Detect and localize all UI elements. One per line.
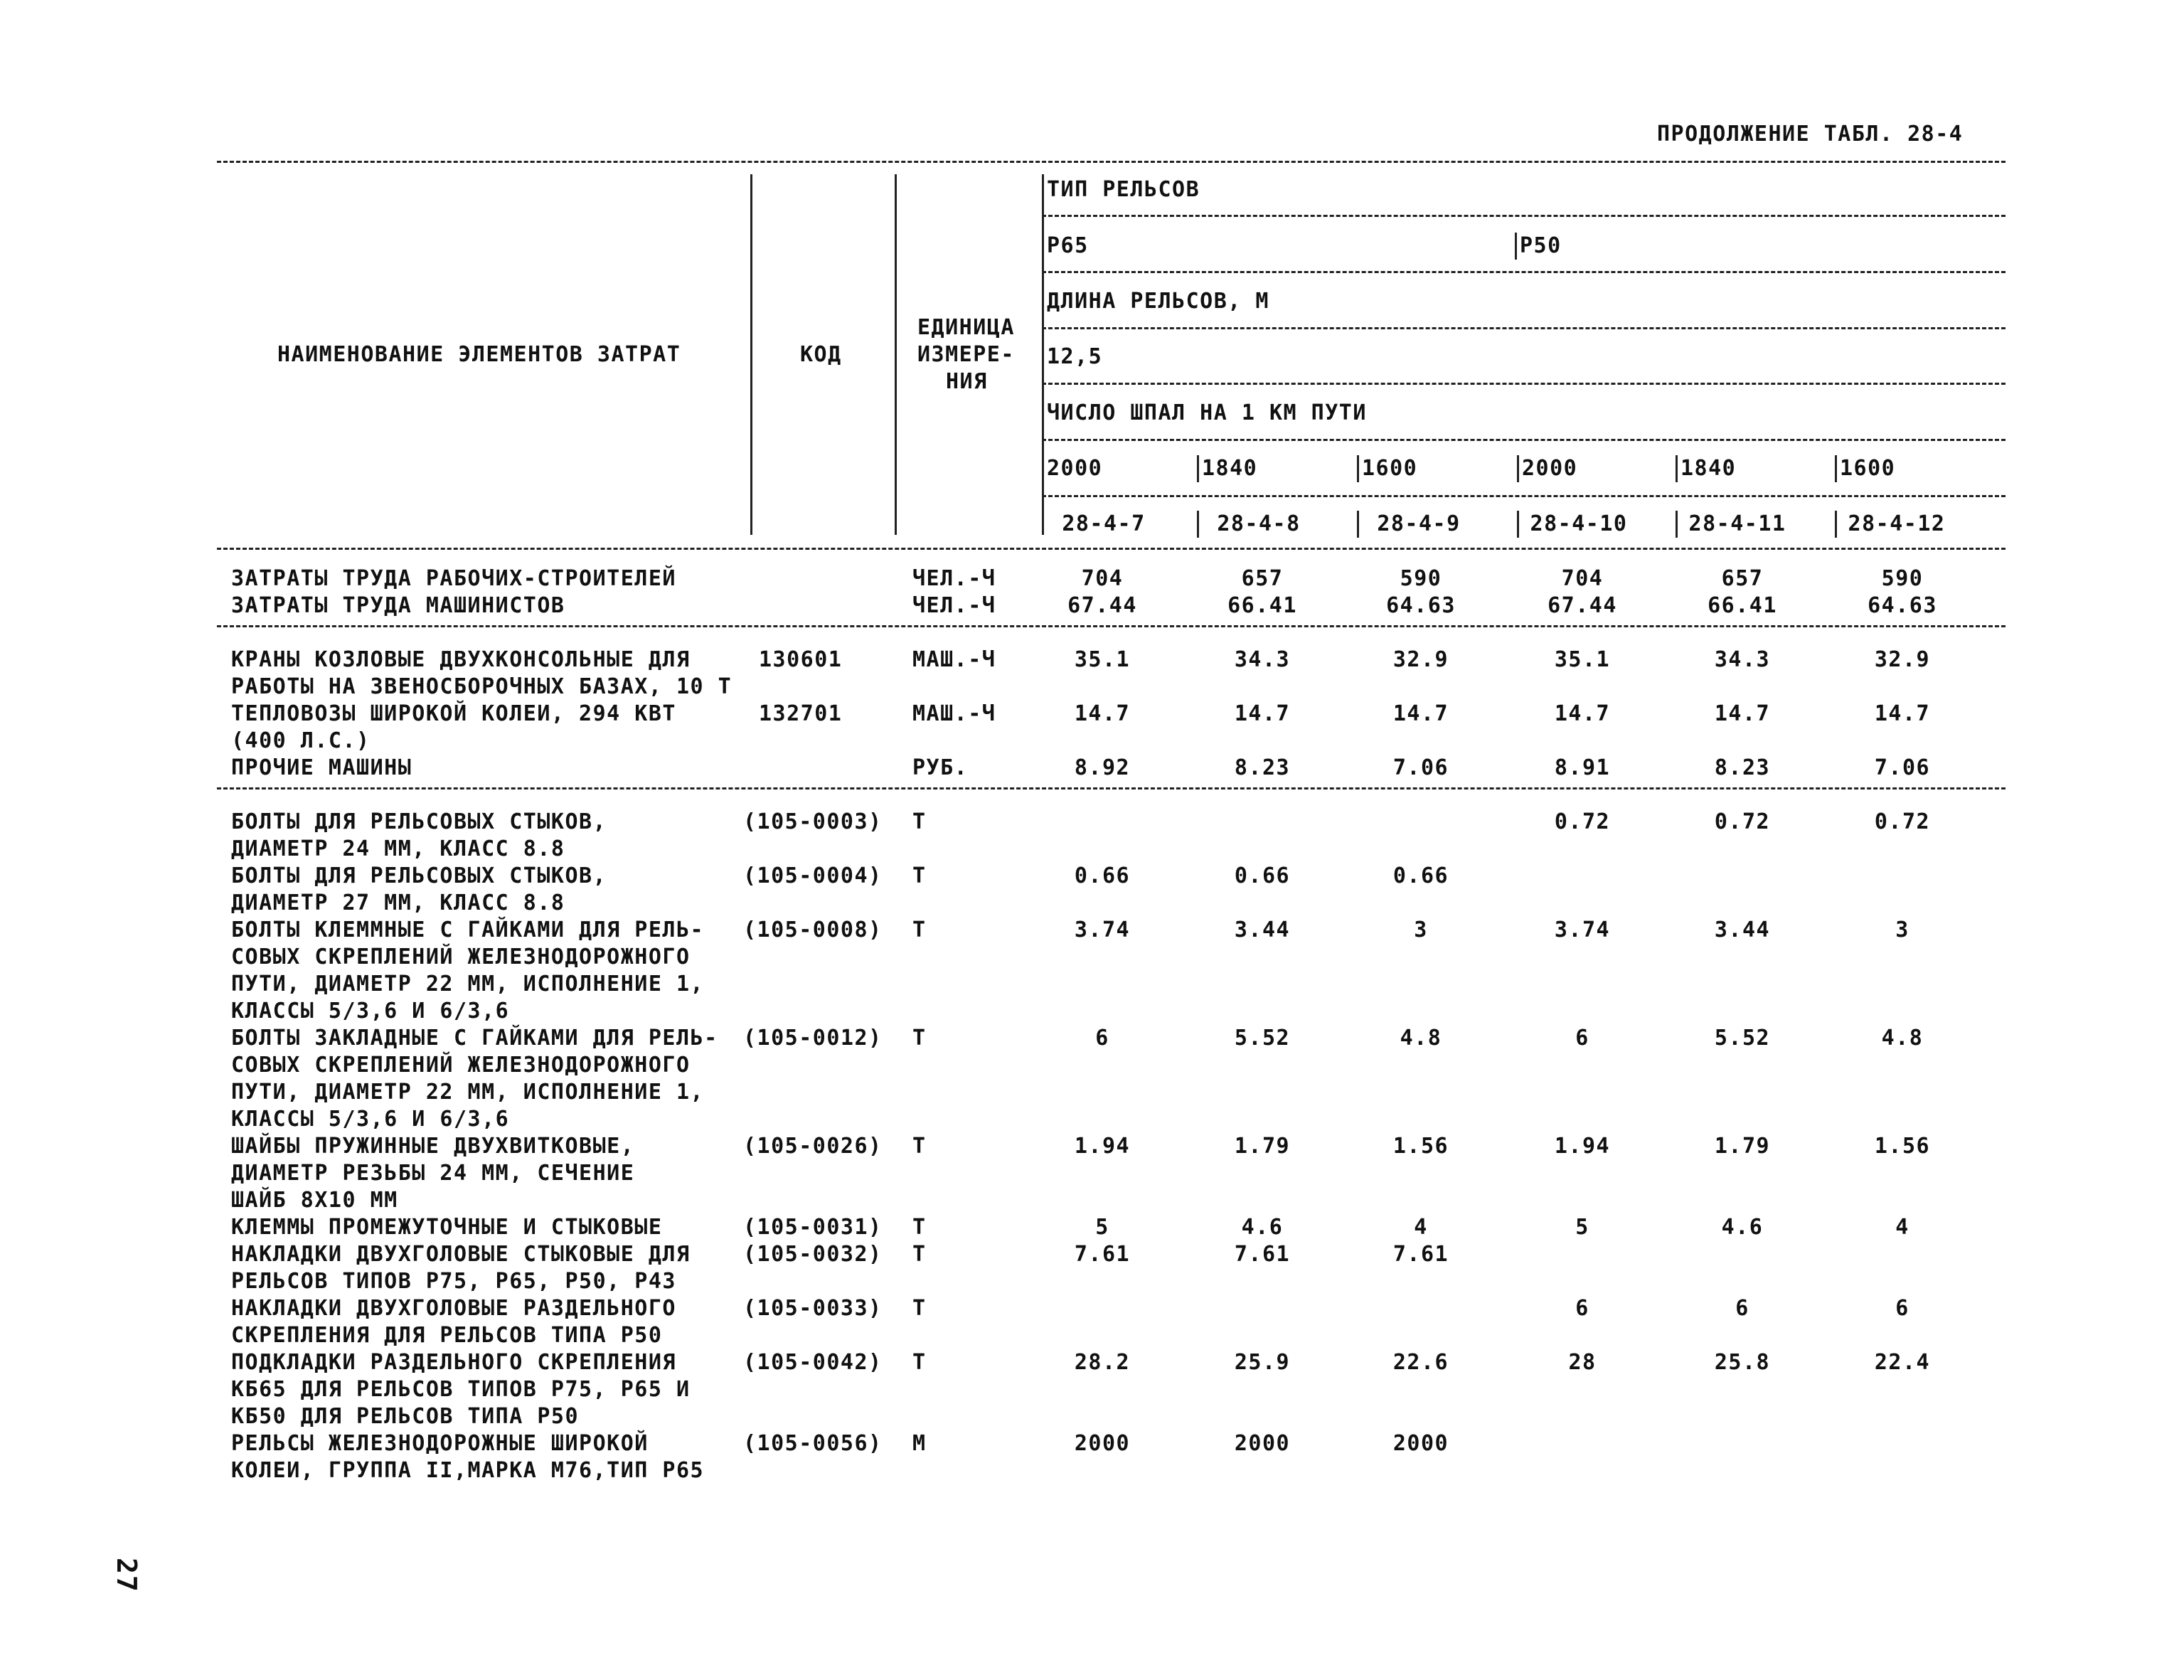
row-unit: Т (912, 809, 927, 834)
row-code: (105-0042) (743, 1350, 883, 1375)
row-value: 6 (1895, 1296, 1909, 1321)
header-rule-code (895, 174, 897, 535)
row-value: 1.56 (1392, 1134, 1449, 1159)
row-unit: Т (912, 1134, 927, 1159)
row-code: (105-0026) (743, 1134, 883, 1159)
header-rule-sleepers (1197, 455, 1199, 482)
row-value: 34.3 (1234, 647, 1291, 672)
row-code: 132701 (759, 701, 843, 726)
row-value: 1.79 (1234, 1134, 1291, 1159)
row-name: ДИАМЕТР РЕЗЬБЫ 24 ММ, СЕЧЕНИЕ (231, 1161, 635, 1186)
header-code: КОД (800, 342, 842, 367)
row-value: 4.6 (1721, 1215, 1764, 1240)
row-name: КБ65 ДЛЯ РЕЛЬСОВ ТИПОВ Р75, Р65 И (231, 1377, 691, 1402)
dashed-rule (1042, 495, 2005, 497)
row-name: КОЛЕИ, ГРУППА II,МАРКА М76,ТИП Р65 (231, 1458, 705, 1483)
row-name: КЛАССЫ 5/3,6 И 6/3,6 (231, 1107, 510, 1132)
row-value: 1.79 (1714, 1134, 1771, 1159)
row-value: 590 (1881, 566, 1924, 591)
row-unit: Т (912, 863, 927, 888)
row-value: 0.72 (1874, 809, 1931, 834)
row-unit: Т (912, 1350, 927, 1375)
row-value: 32.9 (1392, 647, 1449, 672)
header-code-3: 28-4-10 (1530, 511, 1628, 536)
row-unit: Т (912, 1026, 927, 1051)
row-value: 14.7 (1234, 701, 1291, 726)
row-value: 22.6 (1392, 1350, 1449, 1375)
dashed-rule (1042, 439, 2005, 441)
row-name: ДИАМЕТР 27 ММ, КЛАСС 8.8 (231, 890, 565, 915)
row-value: 25.8 (1714, 1350, 1771, 1375)
row-value: 14.7 (1714, 701, 1771, 726)
row-value: 3.74 (1554, 918, 1611, 942)
row-value: 14.7 (1874, 701, 1931, 726)
row-value: 3.74 (1074, 918, 1131, 942)
row-value: 6 (1095, 1026, 1109, 1051)
header-code-1: 28-4-8 (1217, 511, 1301, 536)
row-value: 0.72 (1714, 809, 1771, 834)
row-name: СКРЕПЛЕНИЯ ДЛЯ РЕЛЬСОВ ТИПА Р50 (231, 1323, 663, 1348)
row-value: 66.41 (1227, 593, 1297, 618)
header-length-label: ДЛИНА РЕЛЬСОВ, М (1047, 289, 1269, 314)
table-caption: ПРОДОЛЖЕНИЕ ТАБЛ. 28-4 (1657, 122, 1964, 147)
header-sleepers-1: 1840 (1202, 456, 1258, 481)
row-name: НАКЛАДКИ ДВУХГОЛОВЫЕ РАЗДЕЛЬНОГО (231, 1296, 676, 1321)
row-name: КБ50 ДЛЯ РЕЛЬСОВ ТИПА Р50 (231, 1404, 580, 1429)
header-bottom-rule (217, 548, 2005, 550)
row-name: БОЛТЫ ДЛЯ РЕЛЬСОВЫХ СТЫКОВ, (231, 863, 607, 888)
row-unit: ЧЕЛ.-Ч (912, 593, 996, 618)
top-rule (217, 161, 2005, 163)
row-value: 67.44 (1548, 593, 1617, 618)
row-value: 28 (1568, 1350, 1597, 1375)
row-name: КРАНЫ КОЗЛОВЫЕ ДВУХКОНСОЛЬНЫЕ ДЛЯ (231, 647, 691, 672)
row-value: 64.63 (1386, 593, 1456, 618)
header-rule-p50 (1515, 233, 1517, 260)
row-value: 3 (1895, 918, 1909, 942)
row-value: 28.2 (1074, 1350, 1131, 1375)
row-value: 7.61 (1392, 1242, 1449, 1267)
row-name: ШАЙБЫ ПРУЖИННЫЕ ДВУХВИТКОВЫЕ, (231, 1134, 635, 1159)
header-rule-sleepers (1357, 455, 1359, 482)
page-number: 27 (111, 1558, 142, 1593)
row-value: 0.72 (1554, 809, 1611, 834)
row-value: 64.63 (1868, 593, 1937, 618)
header-rule-name (750, 174, 752, 535)
row-value: 7.06 (1392, 755, 1449, 780)
row-name: СОВЫХ СКРЕПЛЕНИЙ ЖЕЛЕЗНОДОРОЖНОГО (231, 945, 691, 969)
row-code: 130601 (759, 647, 843, 672)
row-value: 4.6 (1241, 1215, 1284, 1240)
row-value: 32.9 (1874, 647, 1931, 672)
dashed-rule (1042, 383, 2005, 385)
row-value: 7.61 (1234, 1242, 1291, 1267)
row-unit: Т (912, 1296, 927, 1321)
row-name: ЗАТРАТЫ ТРУДА РАБОЧИХ-СТРОИТЕЛЕЙ (231, 566, 676, 591)
row-value: 25.9 (1234, 1350, 1291, 1375)
row-name: РАБОТЫ НА ЗВЕНОСБОРОЧНЫХ БАЗАХ, 10 Т (231, 674, 733, 699)
row-code: (105-0003) (743, 809, 883, 834)
row-value: 5 (1095, 1215, 1109, 1240)
row-value: 1.94 (1074, 1134, 1131, 1159)
row-value: 8.23 (1234, 755, 1291, 780)
header-rule-unit (1042, 174, 1044, 535)
header-rail-p65: Р65 (1047, 233, 1089, 258)
header-rail-p50: Р50 (1520, 233, 1562, 258)
header-sleepers-2: 1600 (1362, 456, 1418, 481)
header-code-5: 28-4-12 (1848, 511, 1946, 536)
row-value: 7.61 (1074, 1242, 1131, 1267)
row-unit: МАШ.-Ч (912, 647, 996, 672)
header-unit-2: ИЗМЕРЕ- (917, 342, 1015, 367)
row-code: (105-0008) (743, 918, 883, 942)
row-unit: ЧЕЛ.-Ч (912, 566, 996, 591)
dashed-rule (1042, 327, 2005, 329)
row-value: 8.91 (1554, 755, 1611, 780)
row-name: ПУТИ, ДИАМЕТР 22 ММ, ИСПОЛНЕНИЕ 1, (231, 972, 705, 996)
row-value: 657 (1241, 566, 1284, 591)
row-value: 2000 (1392, 1431, 1449, 1456)
row-name: КЛЕММЫ ПРОМЕЖУТОЧНЫЕ И СТЫКОВЫЕ (231, 1215, 663, 1240)
row-name: ПОДКЛАДКИ РАЗДЕЛЬНОГО СКРЕПЛЕНИЯ (231, 1350, 676, 1375)
row-value: 67.44 (1067, 593, 1137, 618)
row-value: 1.56 (1874, 1134, 1931, 1159)
row-code: (105-0056) (743, 1431, 883, 1456)
row-value: 66.41 (1708, 593, 1777, 618)
row-name: БОЛТЫ КЛЕММНЫЕ С ГАЙКАМИ ДЛЯ РЕЛЬ- (231, 918, 705, 942)
row-value: 5.52 (1234, 1026, 1291, 1051)
header-unit-1: ЕДИНИЦА (917, 315, 1015, 340)
row-value: 657 (1721, 566, 1764, 591)
header-sleepers-4: 1840 (1680, 456, 1737, 481)
row-value: 8.92 (1074, 755, 1131, 780)
row-value: 14.7 (1554, 701, 1611, 726)
row-value: 704 (1081, 566, 1124, 591)
row-value: 3.44 (1714, 918, 1771, 942)
row-value: 704 (1561, 566, 1604, 591)
header-code-2: 28-4-9 (1377, 511, 1461, 536)
row-value: 4.8 (1881, 1026, 1924, 1051)
row-value: 4.8 (1400, 1026, 1442, 1051)
row-value: 1.94 (1554, 1134, 1611, 1159)
row-unit: Т (912, 1215, 927, 1240)
row-name: ЗАТРАТЫ ТРУДА МАШИНИСТОВ (231, 593, 565, 618)
row-value: 14.7 (1074, 701, 1131, 726)
row-value: 4 (1414, 1215, 1428, 1240)
header-name: НАИМЕНОВАНИЕ ЭЛЕМЕНТОВ ЗАТРАТ (277, 342, 681, 367)
section-rule (217, 625, 2005, 627)
row-value: 7.06 (1874, 755, 1931, 780)
row-name: НАКЛАДКИ ДВУХГОЛОВЫЕ СТЫКОВЫЕ ДЛЯ (231, 1242, 691, 1267)
header-sleepers-3: 2000 (1522, 456, 1578, 481)
row-value: 6 (1575, 1026, 1589, 1051)
row-name: (400 Л.С.) (231, 728, 371, 753)
row-code: (105-0033) (743, 1296, 883, 1321)
row-value: 4 (1895, 1215, 1909, 1240)
row-value: 590 (1400, 566, 1442, 591)
header-sleepers-0: 2000 (1047, 456, 1103, 481)
row-unit: Т (912, 918, 927, 942)
row-value: 8.23 (1714, 755, 1771, 780)
dashed-rule (1042, 215, 2005, 217)
row-value: 6 (1735, 1296, 1749, 1321)
row-value: 35.1 (1074, 647, 1131, 672)
header-code-4: 28-4-11 (1688, 511, 1786, 536)
row-name: РЕЛЬСОВ ТИПОВ Р75, Р65, Р50, Р43 (231, 1269, 676, 1294)
row-value: 6 (1575, 1296, 1589, 1321)
row-value: 5.52 (1714, 1026, 1771, 1051)
row-unit: РУБ. (912, 755, 969, 780)
header-unit-3: НИЯ (946, 369, 988, 394)
row-name: БОЛТЫ ЗАКЛАДНЫЕ С ГАЙКАМИ ДЛЯ РЕЛЬ- (231, 1026, 718, 1051)
row-value: 0.66 (1074, 863, 1131, 888)
row-value: 2000 (1234, 1431, 1291, 1456)
row-value: 2000 (1074, 1431, 1131, 1456)
row-code: (105-0031) (743, 1215, 883, 1240)
row-value: 0.66 (1234, 863, 1291, 888)
row-name: РЕЛЬСЫ ЖЕЛЕЗНОДОРОЖНЫЕ ШИРОКОЙ (231, 1431, 649, 1456)
row-name: СОВЫХ СКРЕПЛЕНИЙ ЖЕЛЕЗНОДОРОЖНОГО (231, 1053, 691, 1078)
header-rule-sleepers (1517, 455, 1519, 482)
header-length-value: 12,5 (1047, 344, 1103, 369)
header-rail-type: ТИП РЕЛЬСОВ (1047, 177, 1200, 202)
row-name: ТЕПЛОВОЗЫ ШИРОКОЙ КОЛЕИ, 294 КВТ (231, 701, 676, 726)
row-name: ПУТИ, ДИАМЕТР 22 ММ, ИСПОЛНЕНИЕ 1, (231, 1080, 705, 1105)
row-value: 22.4 (1874, 1350, 1931, 1375)
row-unit: МАШ.-Ч (912, 701, 996, 726)
row-value: 34.3 (1714, 647, 1771, 672)
row-name: КЛАССЫ 5/3,6 И 6/3,6 (231, 999, 510, 1024)
row-name: БОЛТЫ ДЛЯ РЕЛЬСОВЫХ СТЫКОВ, (231, 809, 607, 834)
header-sleepers-5: 1600 (1840, 456, 1896, 481)
row-value: 3.44 (1234, 918, 1291, 942)
header-rule-sleepers (1835, 455, 1837, 482)
row-unit: М (912, 1431, 927, 1456)
row-value: 3 (1414, 918, 1428, 942)
row-value: 0.66 (1392, 863, 1449, 888)
row-code: (105-0032) (743, 1242, 883, 1267)
row-name: ДИАМЕТР 24 ММ, КЛАСС 8.8 (231, 836, 565, 861)
row-name: ПРОЧИЕ МАШИНЫ (231, 755, 412, 780)
row-code: (105-0004) (743, 863, 883, 888)
row-code: (105-0012) (743, 1026, 883, 1051)
row-name: ШАЙБ 8Х10 ММ (231, 1188, 398, 1213)
header-sleepers-label: ЧИСЛО ШПАЛ НА 1 КМ ПУТИ (1047, 400, 1367, 425)
row-value: 14.7 (1392, 701, 1449, 726)
header-rule-sleepers (1676, 455, 1678, 482)
header-code-0: 28-4-7 (1062, 511, 1146, 536)
row-value: 35.1 (1554, 647, 1611, 672)
dashed-rule (1042, 271, 2005, 273)
section-rule (217, 787, 2005, 790)
row-unit: Т (912, 1242, 927, 1267)
row-value: 5 (1575, 1215, 1589, 1240)
